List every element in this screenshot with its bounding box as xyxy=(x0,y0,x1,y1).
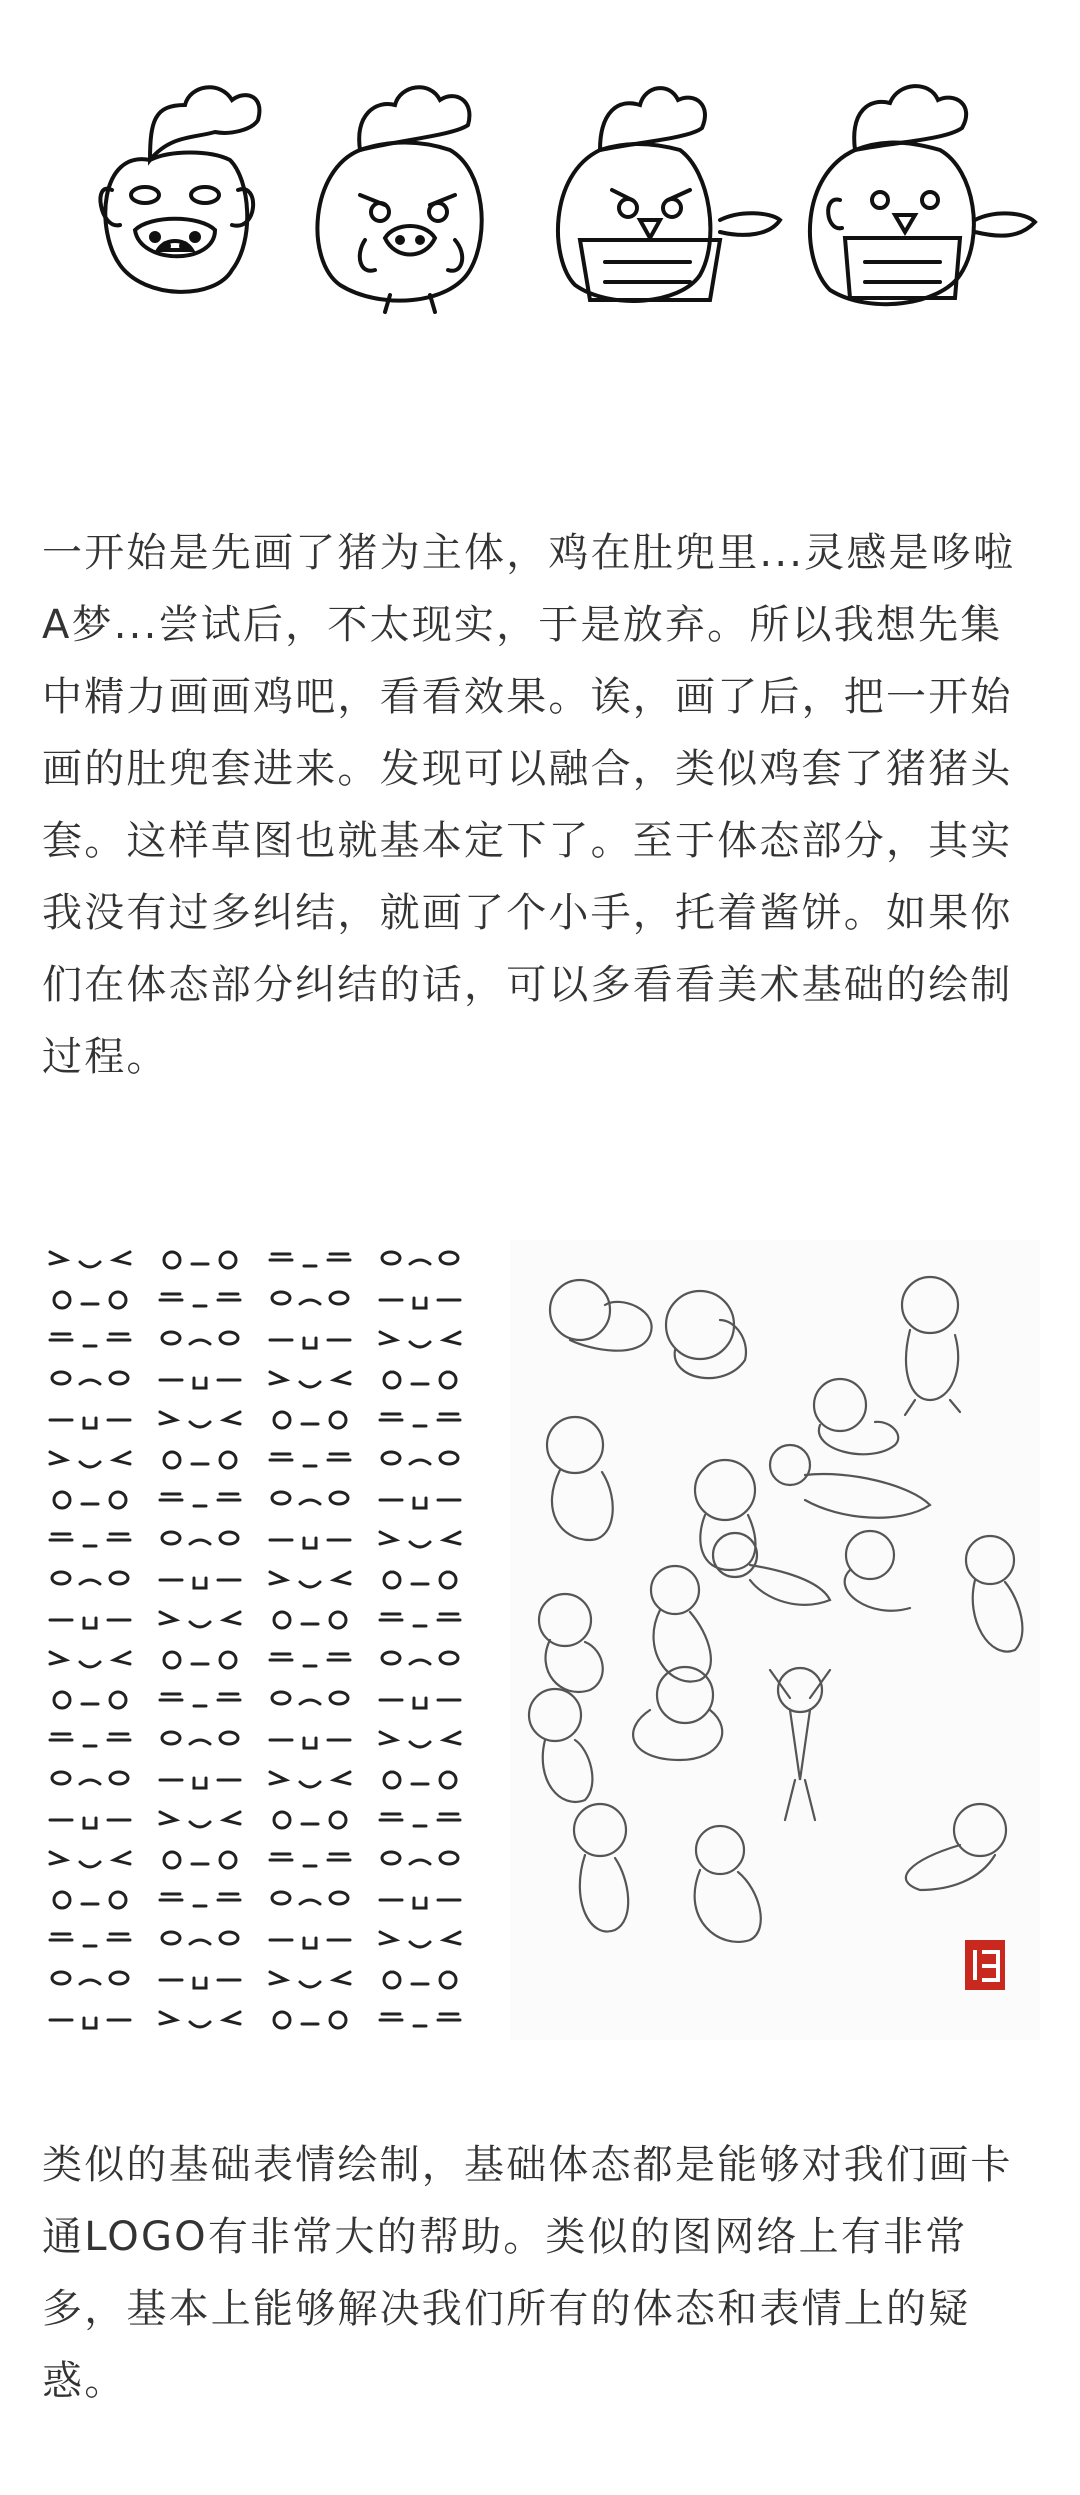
kaomoji-face xyxy=(52,1772,128,1784)
baby-pose-9 xyxy=(651,1566,711,1682)
kaomoji-face xyxy=(270,1538,350,1548)
kaomoji-face xyxy=(382,1852,458,1864)
kaomoji-face xyxy=(274,1812,346,1828)
kaomoji-face xyxy=(162,1732,238,1744)
baby-pose-7 xyxy=(770,1445,930,1518)
kaomoji-face xyxy=(50,1452,130,1467)
kaomoji-face xyxy=(164,1252,236,1268)
baby-pose-1 xyxy=(550,1280,652,1351)
kaomoji-face xyxy=(380,1732,460,1747)
baby-pose-3 xyxy=(902,1277,960,1415)
baby-pose-18 xyxy=(906,1804,1006,1890)
kaomoji-face xyxy=(270,1572,350,1587)
kaomoji-face xyxy=(272,1892,348,1904)
baby-pose-12 xyxy=(966,1536,1022,1652)
kaomoji-face xyxy=(382,1452,458,1464)
kaomoji-face xyxy=(382,1252,458,1264)
kaomoji-face xyxy=(50,1852,130,1867)
kaomoji-face xyxy=(270,1772,350,1787)
kaomoji-face xyxy=(52,1372,128,1384)
kaomoji-face xyxy=(160,1412,240,1427)
baby-pose-2 xyxy=(666,1291,746,1378)
baby-pose-14 xyxy=(633,1667,722,1760)
kaomoji-face xyxy=(384,1772,456,1788)
kaomoji-face xyxy=(162,1932,238,1944)
kaomoji-face xyxy=(160,2012,240,2027)
baby-pose-13 xyxy=(529,1689,592,1802)
kaomoji-face xyxy=(160,1778,240,1788)
kaomoji-face xyxy=(270,1338,350,1348)
article-paragraph-1: 一开始是先画了猪为主体，鸡在肚兜里...灵感是哆啦A梦...尝试后，不太现实，于是放弃。所以我想先集中精力画画鸡吧，看看效果。诶，画了后，把一开始画的肚兜套进来。发现可以融合，类似鸡套了猪猪头套。这样草图也就基本定下了。至于体态部分，其实我没有过多纠结，就画了个小手，托着酱饼。如果你们在体态部分纠结的话，可以多看看美术基础的绘制过程。 xyxy=(42,530,1016,1080)
kaomoji-face xyxy=(52,1572,128,1584)
kaomoji-face xyxy=(160,1578,240,1588)
kaomoji-face xyxy=(160,1294,240,1306)
kaomoji-face xyxy=(274,1412,346,1428)
kaomoji-face xyxy=(54,1892,126,1908)
kaomoji-face xyxy=(160,1894,240,1906)
kaomoji-face xyxy=(54,1292,126,1308)
kaomoji-face xyxy=(162,1332,238,1344)
baby-pose-6 xyxy=(695,1460,755,1570)
chef-chick-angry-sketch-icon xyxy=(317,87,481,312)
baby-pose-10 xyxy=(713,1533,830,1605)
kaomoji-face xyxy=(380,1332,460,1347)
kaomoji-face xyxy=(272,1292,348,1304)
kaomoji-face xyxy=(380,1814,460,1826)
kaomoji-face xyxy=(270,1454,350,1466)
kaomoji-face xyxy=(380,1498,460,1508)
chef-pig-sketch-icon xyxy=(100,87,259,292)
kaomoji-face xyxy=(272,1492,348,1504)
kaomoji-face xyxy=(380,1698,460,1708)
kaomoji-face xyxy=(160,1694,240,1706)
kaomoji-face xyxy=(270,1654,350,1666)
kaomoji-face xyxy=(50,1818,130,1828)
article-paragraph-2: 类似的基础表情绘制，基础体态都是能够对我们画卡通LOGO有非常大的帮助。类似的图网络上有非常多，基本上能够解决我们所有的体态和表情上的疑惑。 xyxy=(42,2142,1013,2404)
kaomoji-face xyxy=(160,1378,240,1388)
kaomoji-face xyxy=(54,1492,126,1508)
kaomoji-face xyxy=(270,1372,350,1387)
kaomoji-face xyxy=(270,1738,350,1748)
kaomoji-face xyxy=(160,1494,240,1506)
kaomoji-face xyxy=(50,1534,130,1546)
baby-pose-sketch-icon xyxy=(510,1240,1040,2040)
baby-pose-15 xyxy=(770,1668,830,1820)
kaomoji-face xyxy=(50,1418,130,1428)
kaomoji-face xyxy=(270,1254,350,1266)
chef-chick-apron-sketch-icon xyxy=(558,88,780,301)
kaomoji-face xyxy=(380,2014,460,2026)
kaomoji-face xyxy=(50,1652,130,1667)
chef-pig-chick-sketch-icon xyxy=(810,86,1035,304)
baby-pose-17 xyxy=(695,1826,761,1942)
kaomoji-face xyxy=(380,1532,460,1547)
kaomoji-face xyxy=(160,1978,240,1988)
kaomoji-face xyxy=(160,1612,240,1627)
baby-pose-16 xyxy=(574,1804,628,1932)
kaomoji-face xyxy=(160,1812,240,1827)
kaomoji-face xyxy=(50,2018,130,2028)
kaomoji-face xyxy=(50,1252,130,1267)
kaomoji-face xyxy=(384,1972,456,1988)
kaomoji-face xyxy=(54,1692,126,1708)
kaomoji-face xyxy=(164,1852,236,1868)
baby-pose-4 xyxy=(814,1379,898,1454)
kaomoji-face xyxy=(380,1898,460,1908)
kaomoji-face xyxy=(274,2012,346,2028)
chef-chick-sketches xyxy=(0,0,1080,340)
kaomoji-face xyxy=(380,1614,460,1626)
kaomoji-face xyxy=(384,1572,456,1588)
kaomoji-face xyxy=(274,1612,346,1628)
red-seal-stamp xyxy=(965,1940,1005,1990)
kaomoji-face xyxy=(272,1692,348,1704)
kaomoji-face xyxy=(50,1618,130,1628)
kaomoji-face-icon xyxy=(40,1240,480,2040)
baby-pose-11 xyxy=(845,1531,910,1611)
kaomoji-face xyxy=(50,1934,130,1946)
baby-pose-5 xyxy=(547,1417,613,1540)
kaomoji-face xyxy=(164,1452,236,1468)
kaomoji-face xyxy=(270,1972,350,1987)
kaomoji-face xyxy=(384,1372,456,1388)
kaomoji-face xyxy=(270,1854,350,1866)
kaomoji-face xyxy=(164,1652,236,1668)
kaomoji-face xyxy=(162,1532,238,1544)
kaomoji-face xyxy=(380,1932,460,1947)
kaomoji-face xyxy=(380,1414,460,1426)
baby-pose-8 xyxy=(539,1594,603,1692)
kaomoji-face xyxy=(270,1938,350,1948)
kaomoji-face xyxy=(52,1972,128,1984)
kaomoji-face xyxy=(50,1334,130,1346)
kaomoji-face xyxy=(380,1298,460,1308)
kaomoji-face xyxy=(382,1652,458,1664)
kaomoji-face xyxy=(50,1734,130,1746)
